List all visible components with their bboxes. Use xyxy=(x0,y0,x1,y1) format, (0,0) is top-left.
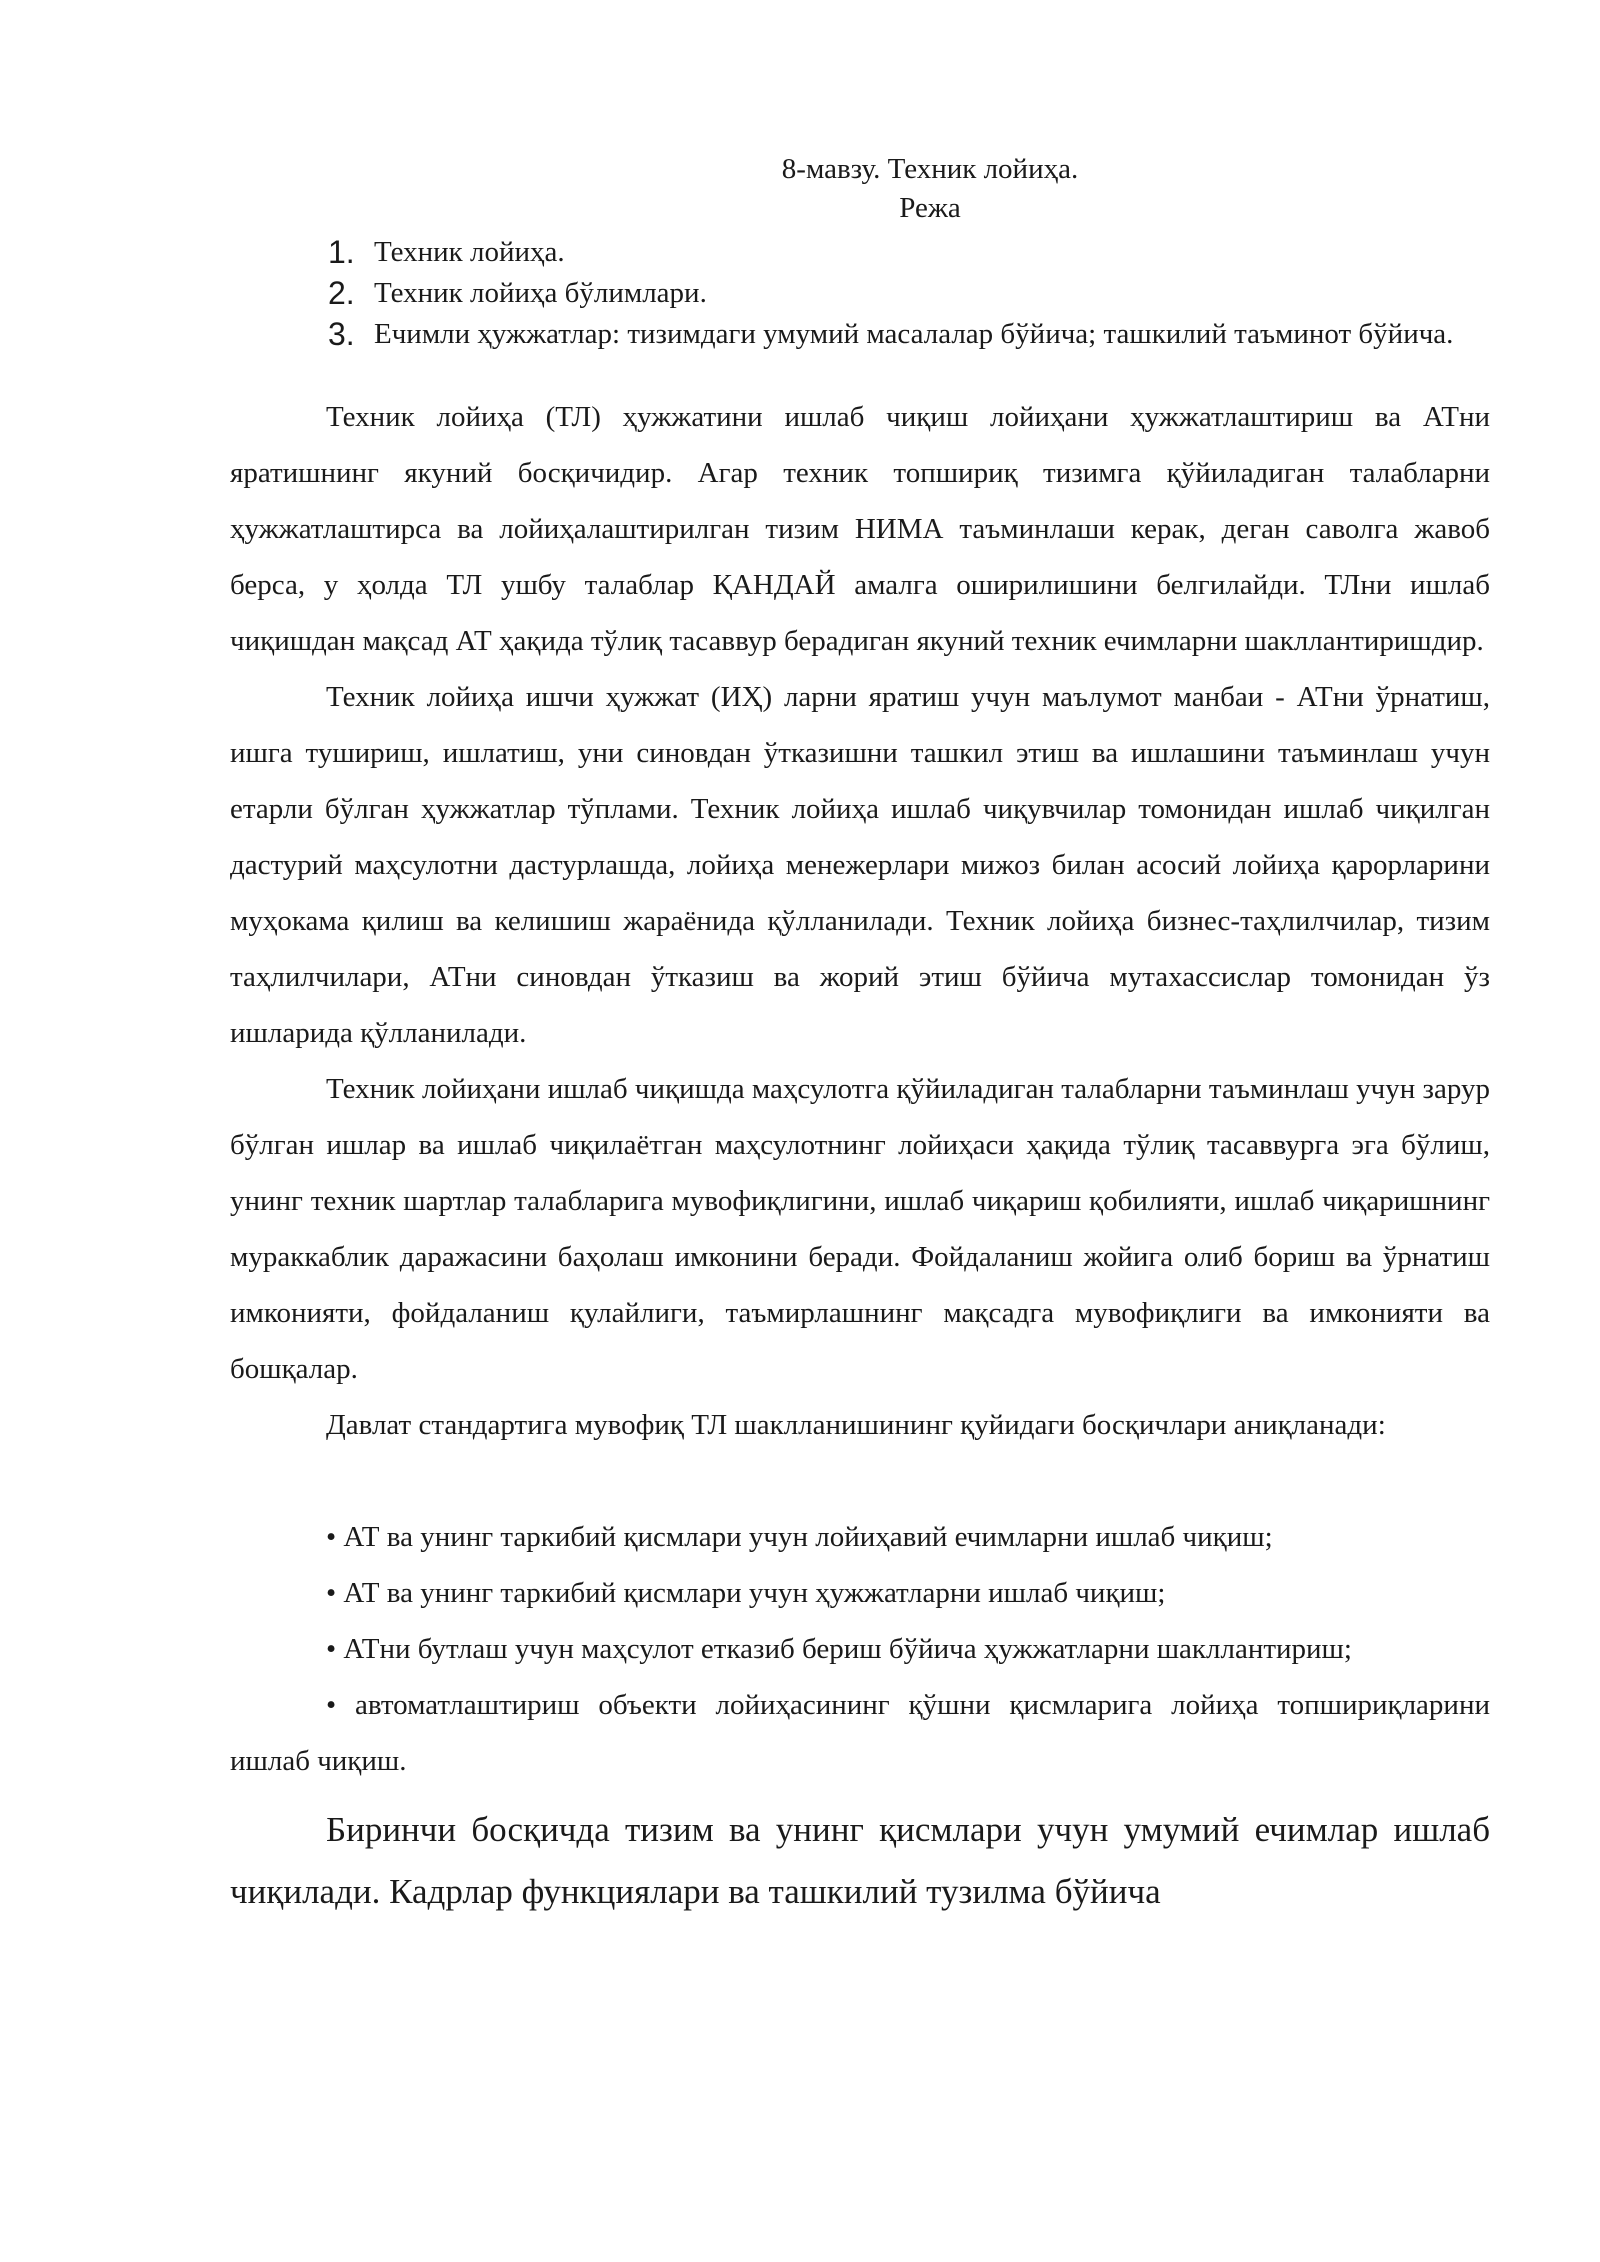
plan-label: Режа xyxy=(899,192,961,224)
paragraph: Техник лойиҳа ишчи ҳужжат (ИҲ) ларни яратиш учун маълумот манбаи - АТни ўрнатиш, ишга тушириш, ишлатиш, уни синовдан ўтказишни ташкил этиш ва ишлашини таъминлаш учун етарли бўлган ҳужжатлар тўплами. Техник лойиҳа ишлаб чиқувчилар томонидан ишлаб чиқилган дастурий маҳсулотни дастурлашда, лойиҳа менежерлари мижоз билан асосий лойиҳа қарорларини муҳокама қилиш ва келишиш жараёнида қўлланилади. Техник лойиҳа бизнес-таҳлилчилар, тизим таҳлилчилари, АТни синовдан ўтказиш ва жорий этиш бўйича мутахассислар томонидан ўз ишларида қўлланилади. xyxy=(230,681,1490,1049)
plan-item xyxy=(328,316,1490,353)
bullet-item: • АТни бутлаш учун маҳсулот етказиб бериш бўйича ҳужжатларни шакллантириш; xyxy=(326,1633,1352,1665)
final-paragraph: Биринчи босқичда тизим ва унинг қисмлари учун умумий ечимлар ишлаб чиқилади. Кадрлар функциялари ва ташкилий тузилма бўйича xyxy=(230,1810,1490,1911)
plan-item xyxy=(328,234,1490,271)
bullet-item: • автоматлаштириш объекти лойиҳасининг қўшни қисмларига лойиҳа топшириқларини ишлаб чиқиш. xyxy=(230,1689,1490,1777)
bullet-item: • АТ ва унинг таркибий қисмлари учун лойиҳавий ечимларни ишлаб чиқиш; xyxy=(326,1521,1273,1553)
plan-list xyxy=(230,234,1490,353)
plan-item-text: Ечимли ҳужжатлар: тизимдаги умумий масалалар бўйича; ташкилий таъминот бўйича. xyxy=(374,318,1454,350)
plan-item-number: 2. xyxy=(328,275,355,311)
body-text xyxy=(230,389,1490,1923)
paragraph: Техник лойиҳа (ТЛ) ҳужжатини ишлаб чиқиш лойиҳани ҳужжатлаштириш ва АТни яратишнинг якуний босқичидир. Агар техник топшириқ тизимга қўйиладиган талабларни ҳужжатлаштирса ва лойиҳалаштирилган тизим НИМА таъминлаши керак, деган саволга жавоб берса, у ҳолда ТЛ ушбу талаблар ҚАНДАЙ амалга оширилишини белгилайди. ТЛни ишлаб чиқишдан мақсад АТ ҳақида тўлиқ тасаввур берадиган якуний техник ечимларни шакллантиришдир. xyxy=(230,401,1490,657)
bullet-item: • АТ ва унинг таркибий қисмлари учун ҳужжатларни ишлаб чиқиш; xyxy=(326,1577,1166,1609)
title-block xyxy=(230,150,1490,228)
plan-item-number: 3. xyxy=(328,316,355,352)
paragraph: Давлат стандартига мувофиқ ТЛ шаклланишининг қуйидаги босқичлари аниқланади: xyxy=(326,1409,1386,1441)
plan-item-text: Техник лойиҳа. xyxy=(374,236,565,268)
plan-item xyxy=(328,275,1490,312)
paragraph: Техник лойиҳани ишлаб чиқишда маҳсулотга қўйиладиган талабларни таъминлаш учун зарур бўлган ишлар ва ишлаб чиқилаётган маҳсулотнинг лойиҳаси ҳақида тўлиқ тасаввурга эга бўлиш, унинг техник шартлар талабларига мувофиқлигини, ишлаб чиқариш қобилияти, ишлаб чиқаришнинг мураккаблик даражасини баҳолаш имконини беради. Фойдаланиш жойига олиб бориш ва ўрнатиш имконияти, фойдаланиш қулайлиги, таъмирлашнинг мақсадга мувофиқлиги ва имконияти ва бошқалар. xyxy=(230,1073,1490,1385)
blank-line xyxy=(230,1453,1490,1509)
topic-title: 8-мавзу. Техник лойиҳа. xyxy=(781,153,1079,185)
plan-item-number: 1. xyxy=(328,234,355,270)
plan-item-text: Техник лойиҳа бўлимлари. xyxy=(374,277,707,309)
